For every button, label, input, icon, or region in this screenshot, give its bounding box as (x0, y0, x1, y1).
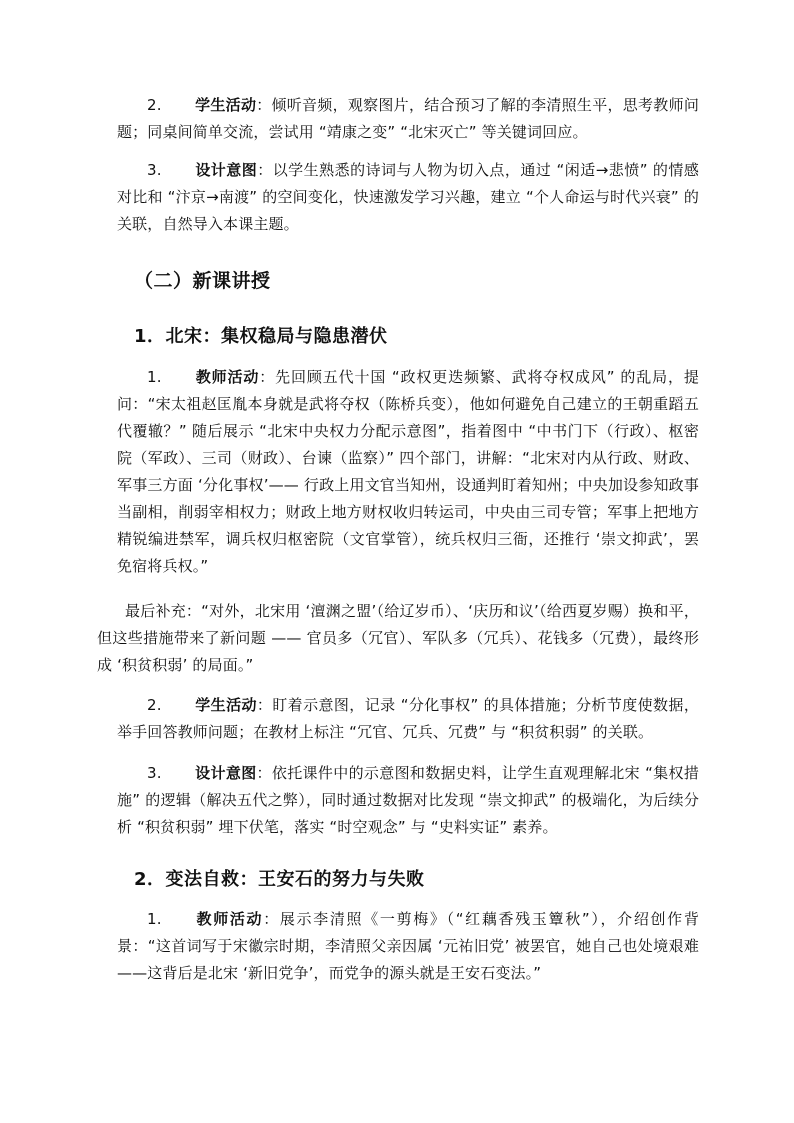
paragraph-student-activity-intro (117, 92, 699, 146)
paragraph-teacher-activity-2 (117, 906, 699, 987)
paragraph-teacher-activity-1 (117, 364, 699, 580)
item-label: 设计意图 (195, 161, 258, 179)
paragraph-student-activity-1 (117, 692, 699, 746)
section-heading: （二）新课讲授 (134, 270, 271, 292)
item-number: 3. (147, 764, 162, 782)
item-number: 1. (147, 910, 162, 928)
item-text: ：盯着示意图，记录 “分化事权” 的具体措施；分析节度使数据，举手回答教师问题；在教材上标注 “冗官、冗兵、冗费” 与 “积贫积弱” 的关联。 (117, 696, 699, 741)
item-number: 2. (147, 96, 162, 114)
item-number: 2. (147, 696, 162, 714)
subsection-heading-1: 1．北宋：集权稳局与隐患潜伏 (134, 326, 388, 347)
item-text: ：以学生熟悉的诗词与人物为切入点，通过 “闲适→悲愤” 的情感对比和 “汴京→南渡” 的空间变化，快速激发学习兴趣，建立 “个人命运与时代兴衰” 的关联，自然导入本课主题。 (117, 161, 699, 233)
paragraph-supplement: 最后补充：“对外，北宋用 ‘澶渊之盟’（给辽岁币）、‘庆历和议’（给西夏岁赐）换和平，但这些措施带来了新问题 —— 官员多（冗官）、军队多（冗兵）、花钱多（冗费），最终形成 ‘积贫积弱’ 的局面。” (97, 602, 699, 674)
item-label: 设计意图 (195, 764, 257, 782)
item-text: ：依托课件中的示意图和数据史料，让学生直观理解北宋 “集权措施” 的逻辑（解决五代之弊），同时通过数据对比发现 “崇文抑武” 的极端化，为后续分析 “积贫积弱” 埋下伏笔，落实 “时空观念” 与 “史料实证” 素养。 (117, 764, 699, 836)
item-number: 3. (147, 161, 162, 179)
item-number: 1. (147, 368, 162, 386)
paragraph-design-intent-intro (117, 157, 699, 238)
item-label: 教师活动 (195, 368, 260, 386)
item-text: ：倾听音频，观察图片，结合预习了解的李清照生平，思考教师问题；同桌间简单交流，尝试用 “靖康之变” “北宋灭亡” 等关键词回应。 (117, 96, 699, 141)
item-label: 教师活动 (195, 910, 264, 928)
paragraph-design-intent-1 (117, 760, 699, 841)
item-text: ：先回顾五代十国 “政权更迭频繁、武将夺权成风” 的乱局，提问：“宋太祖赵匡胤本身就是武将夺权（陈桥兵变），他如何避免自己建立的王朝重蹈五代覆辙？” 随后展示 “北宋中央权力分配示意图”，指着图中 “中书门下（行政）、枢密院（军政）、三司（财政）、台谏（监察）” 四个部门，讲解：“北宋对内从行政、财政、军事三方面 ‘分化事权’—— 行政上用文官当知州，设通判盯着知州；中央加设参知政事当副相，削弱宰相权力；财政上地方财权收归转运司，中央由三司专管；军事上把地方精锐编进禁军，调兵权归枢密院（文官掌管），统兵权归三衙，还推行 ‘崇文抑武’，罢免宿将兵权。” (117, 368, 699, 575)
subsection-heading-2: 2．变法自救：王安石的努力与失败 (134, 869, 425, 890)
item-label: 学生活动 (195, 96, 257, 114)
item-text: ：展示李清照《一剪梅》（“红藕香残玉簟秋”），介绍创作背景：“这首词写于宋徽宗时期，李清照父亲因属 ‘元祐旧党’ 被罢官，她自己也处境艰难——这背后是北宋 ‘新旧党争’，而党争的源头就是王安石变法。” (117, 910, 699, 982)
item-label: 学生活动 (195, 696, 257, 714)
